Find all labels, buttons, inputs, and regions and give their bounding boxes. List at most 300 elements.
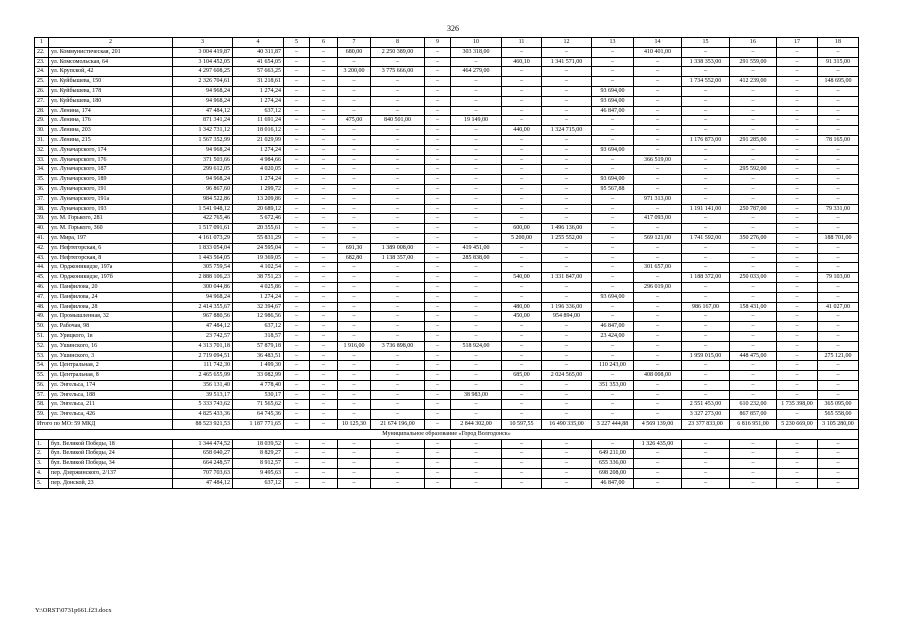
table-cell: –: [730, 116, 777, 126]
table-cell: –: [777, 77, 818, 87]
table-cell: –: [425, 253, 451, 263]
table-row: [35, 165, 859, 175]
table-cell: –: [592, 116, 634, 126]
table-cell: 1 735 398,00: [777, 400, 818, 410]
table-cell: 9: [425, 38, 451, 48]
table-cell: –: [371, 331, 425, 341]
table-cell: 4.: [35, 469, 49, 479]
table-cell: –: [425, 371, 451, 381]
table-cell: –: [542, 175, 592, 185]
table-cell: –: [425, 175, 451, 185]
table-row: [35, 351, 859, 361]
table-cell: 46 847,00: [592, 106, 634, 116]
table-cell: 18 039,52: [233, 439, 284, 449]
table-cell: 12: [542, 38, 592, 48]
table-cell: –: [310, 233, 338, 243]
table-cell: –: [425, 449, 451, 459]
table-cell: –: [634, 302, 682, 312]
table-cell: –: [451, 145, 502, 155]
table-cell: 18: [818, 38, 859, 48]
table-cell: –: [502, 263, 542, 273]
table-cell: 38 751,23: [233, 273, 284, 283]
table-cell: –: [502, 449, 542, 459]
table-cell: –: [542, 361, 592, 371]
table-cell: 2.: [35, 449, 49, 459]
table-cell: –: [818, 126, 859, 136]
table-cell: –: [425, 214, 451, 224]
table-cell: 540,00: [502, 273, 542, 283]
table-cell: –: [777, 380, 818, 390]
table-cell: –: [310, 204, 338, 214]
table-cell: –: [777, 116, 818, 126]
table-row: [35, 126, 859, 136]
table-cell: 518 924,00: [451, 341, 502, 351]
table-cell: –: [682, 371, 730, 381]
table-cell: –: [777, 351, 818, 361]
table-cell: –: [682, 459, 730, 469]
table-cell: 1 188 372,00: [682, 273, 730, 283]
table-cell: –: [284, 439, 310, 449]
table-cell: –: [542, 135, 592, 145]
table-cell: 57 879,18: [233, 341, 284, 351]
table-cell: –: [818, 175, 859, 185]
table-cell: –: [682, 214, 730, 224]
table-cell: –: [284, 145, 310, 155]
table-cell: –: [502, 361, 542, 371]
table-cell: –: [634, 135, 682, 145]
table-cell: –: [502, 67, 542, 77]
table-cell: 4 984,66: [233, 155, 284, 165]
table-cell: –: [730, 224, 777, 234]
table-cell: –: [371, 77, 425, 87]
table-cell: –: [284, 341, 310, 351]
table-cell: –: [371, 175, 425, 185]
table-cell: 1 299,72: [233, 184, 284, 194]
table-cell: –: [542, 106, 592, 116]
table-cell: –: [502, 322, 542, 332]
header-row: [35, 38, 859, 48]
table-cell: ул. Энгельса, 211: [49, 400, 173, 410]
table-cell: 2 024 565,00: [542, 371, 592, 381]
table-cell: 448 475,00: [730, 351, 777, 361]
table-cell: –: [502, 243, 542, 253]
table-cell: –: [592, 204, 634, 214]
table-cell: 10 125,30: [338, 420, 371, 430]
table-cell: –: [777, 469, 818, 479]
table-cell: ул. Куйбышева, 180: [49, 96, 173, 106]
table-cell: 23 424,00: [592, 331, 634, 341]
table-cell: –: [338, 292, 371, 302]
table-row: [35, 233, 859, 243]
table-cell: –: [425, 224, 451, 234]
table-cell: 93 694,00: [592, 145, 634, 155]
table-cell: –: [634, 292, 682, 302]
table-cell: –: [542, 390, 592, 400]
table-cell: –: [592, 57, 634, 67]
table-cell: –: [371, 194, 425, 204]
table-cell: 967 880,56: [173, 312, 233, 322]
table-cell: –: [338, 263, 371, 273]
table-cell: –: [634, 380, 682, 390]
table-cell: –: [338, 224, 371, 234]
table-cell: –: [371, 390, 425, 400]
table-cell: –: [425, 184, 451, 194]
table-cell: 5 333 743,62: [173, 400, 233, 410]
table-cell: –: [502, 410, 542, 420]
table-cell: 3 227 444,88: [592, 420, 634, 430]
table-cell: –: [502, 116, 542, 126]
table-cell: –: [451, 322, 502, 332]
table-cell: –: [284, 459, 310, 469]
table-cell: –: [682, 96, 730, 106]
table-cell: –: [777, 126, 818, 136]
table-cell: 4 778,40: [233, 380, 284, 390]
table-cell: –: [542, 263, 592, 273]
table-cell: пер. Дзержинского, 2/137: [49, 469, 173, 479]
table-cell: –: [542, 331, 592, 341]
table-cell: –: [730, 322, 777, 332]
table-cell: 610 232,00: [730, 400, 777, 410]
table-row: [35, 57, 859, 67]
table-cell: –: [542, 77, 592, 87]
table-cell: 95 567,88: [592, 184, 634, 194]
table-cell: –: [451, 312, 502, 322]
table-cell: –: [634, 86, 682, 96]
table-cell: 64 745,36: [233, 410, 284, 420]
table-cell: –: [425, 400, 451, 410]
table-cell: ул. Коммунистическая, 201: [49, 47, 173, 57]
table-cell: 15: [682, 38, 730, 48]
table-row: [35, 439, 859, 449]
table-cell: 984 522,86: [173, 194, 233, 204]
table-cell: 94 968,24: [173, 292, 233, 302]
table-cell: –: [818, 459, 859, 469]
table-cell: –: [284, 243, 310, 253]
table-cell: 867 857,00: [730, 410, 777, 420]
table-cell: –: [818, 106, 859, 116]
table-cell: –: [682, 67, 730, 77]
table-cell: –: [634, 243, 682, 253]
table-cell: –: [730, 214, 777, 224]
table-cell: 47.: [35, 292, 49, 302]
table-cell: 1 499,30: [233, 361, 284, 371]
table-cell: –: [371, 224, 425, 234]
table-cell: 55 831,29: [233, 233, 284, 243]
table-cell: 18 016,12: [233, 126, 284, 136]
table-cell: –: [682, 145, 730, 155]
table-row: [35, 204, 859, 214]
table-cell: ул. Луначарского, 176: [49, 155, 173, 165]
table-cell: –: [777, 57, 818, 67]
table-row: [35, 341, 859, 351]
table-cell: 111 742,30: [173, 361, 233, 371]
table-cell: –: [634, 224, 682, 234]
table-cell: –: [542, 214, 592, 224]
table-row: [35, 322, 859, 332]
table-row: [35, 253, 859, 263]
table-cell: –: [592, 410, 634, 420]
table-cell: –: [425, 420, 451, 430]
table-cell: –: [338, 410, 371, 420]
table-cell: –: [682, 243, 730, 253]
table-row: [35, 459, 859, 469]
table-cell: –: [592, 351, 634, 361]
table-cell: –: [425, 459, 451, 469]
table-cell: 58.: [35, 400, 49, 410]
table-cell: 45.: [35, 273, 49, 283]
table-cell: –: [425, 57, 451, 67]
table-cell: –: [777, 214, 818, 224]
table-cell: 2: [49, 38, 173, 48]
table-cell: –: [338, 282, 371, 292]
table-row: [35, 449, 859, 459]
table-cell: –: [502, 106, 542, 116]
table-cell: 33.: [35, 155, 49, 165]
table-cell: 1 274,24: [233, 86, 284, 96]
table-cell: 36.: [35, 184, 49, 194]
table-cell: –: [592, 400, 634, 410]
table-cell: 25.: [35, 77, 49, 87]
table-cell: 1 326 435,00: [634, 439, 682, 449]
table-cell: 4 825 433,36: [173, 410, 233, 420]
table-cell: 3 004 419,87: [173, 47, 233, 57]
table-cell: –: [338, 439, 371, 449]
table-cell: 4: [233, 38, 284, 48]
table-cell: –: [371, 371, 425, 381]
table-cell: –: [371, 449, 425, 459]
table-cell: –: [777, 341, 818, 351]
table-cell: –: [284, 204, 310, 214]
table-cell: –: [310, 380, 338, 390]
table-cell: 1 138 357,00: [371, 253, 425, 263]
table-cell: –: [425, 47, 451, 57]
table-cell: 4 297 608,25: [173, 67, 233, 77]
table-cell: –: [777, 478, 818, 488]
table-cell: 37.: [35, 194, 49, 204]
table-cell: –: [371, 361, 425, 371]
table-cell: –: [682, 292, 730, 302]
table-cell: –: [371, 145, 425, 155]
table-cell: –: [542, 380, 592, 390]
table-cell: –: [284, 86, 310, 96]
table-cell: –: [730, 175, 777, 185]
table-cell: –: [451, 77, 502, 87]
table-cell: ул. Луначарского, 187: [49, 165, 173, 175]
table-cell: –: [682, 331, 730, 341]
table-cell: пер. Донской, 23: [49, 478, 173, 488]
table-cell: 33 082,99: [233, 371, 284, 381]
table-cell: 296 019,00: [634, 282, 682, 292]
table-row: [35, 116, 859, 126]
table-cell: 96 867,60: [173, 184, 233, 194]
table-cell: 39.: [35, 214, 49, 224]
table-cell: –: [451, 214, 502, 224]
table-cell: –: [338, 165, 371, 175]
table-cell: 680,00: [338, 47, 371, 57]
table-cell: –: [310, 106, 338, 116]
table-cell: –: [451, 194, 502, 204]
table-cell: –: [310, 410, 338, 420]
table-cell: –: [592, 135, 634, 145]
table-cell: –: [777, 312, 818, 322]
table-cell: –: [338, 322, 371, 332]
table-cell: 5: [284, 38, 310, 48]
table-cell: 38 983,00: [451, 390, 502, 400]
table-cell: –: [338, 380, 371, 390]
table-cell: –: [502, 351, 542, 361]
table-cell: –: [310, 135, 338, 145]
total-row: [35, 420, 859, 430]
table-cell: –: [592, 390, 634, 400]
table-cell: –: [818, 184, 859, 194]
table-cell: 91 315,00: [818, 57, 859, 67]
table-cell: –: [371, 312, 425, 322]
table-cell: 110 243,00: [592, 361, 634, 371]
table-cell: –: [310, 263, 338, 273]
table-cell: –: [310, 371, 338, 381]
table-cell: 3 105 280,00: [818, 420, 859, 430]
table-cell: –: [425, 331, 451, 341]
table-cell: –: [310, 361, 338, 371]
table-cell: –: [634, 449, 682, 459]
table-cell: 57.: [35, 390, 49, 400]
table-cell: –: [502, 478, 542, 488]
table-cell: бул. Великой Победы, 24: [49, 449, 173, 459]
table-cell: –: [425, 155, 451, 165]
table-cell: –: [592, 126, 634, 136]
table-cell: 600,00: [502, 224, 542, 234]
table-cell: –: [371, 469, 425, 479]
table-cell: –: [371, 322, 425, 332]
table-cell: –: [682, 478, 730, 488]
table-cell: –: [730, 469, 777, 479]
table-cell: –: [451, 165, 502, 175]
table-cell: 682,80: [338, 253, 371, 263]
table-cell: –: [310, 341, 338, 351]
table-cell: –: [542, 155, 592, 165]
table-cell: –: [682, 106, 730, 116]
section-row: [35, 429, 859, 439]
table-cell: 250 787,00: [730, 204, 777, 214]
table-cell: –: [284, 273, 310, 283]
table-cell: –: [338, 449, 371, 459]
table-cell: –: [338, 351, 371, 361]
table-cell: –: [730, 341, 777, 351]
table-cell: –: [451, 400, 502, 410]
table-cell: –: [284, 371, 310, 381]
table-cell: 1 338 353,00: [682, 57, 730, 67]
table-cell: –: [777, 253, 818, 263]
table-cell: 303 318,00: [451, 47, 502, 57]
table-cell: –: [818, 312, 859, 322]
table-cell: –: [818, 263, 859, 273]
table-cell: ул. Панфилова, 24: [49, 292, 173, 302]
table-cell: –: [542, 351, 592, 361]
table-cell: –: [284, 400, 310, 410]
table-cell: –: [425, 116, 451, 126]
table-cell: –: [371, 478, 425, 488]
table-cell: –: [371, 57, 425, 67]
table-cell: 71 565,62: [233, 400, 284, 410]
table-cell: –: [425, 478, 451, 488]
table-cell: 46 847,00: [592, 478, 634, 488]
table-cell: –: [634, 478, 682, 488]
table-cell: 300 044,86: [173, 282, 233, 292]
table-cell: –: [682, 469, 730, 479]
table-cell: –: [425, 341, 451, 351]
table-cell: 20 355,61: [233, 224, 284, 234]
table-cell: ул. М. Горького, 360: [49, 224, 173, 234]
table-cell: 3 775 666,00: [371, 67, 425, 77]
table-cell: 32.: [35, 145, 49, 155]
table-cell: –: [338, 371, 371, 381]
table-cell: 13 209,86: [233, 194, 284, 204]
table-cell: 40 311,87: [233, 47, 284, 57]
table-cell: –: [777, 233, 818, 243]
table-cell: –: [451, 106, 502, 116]
table-cell: –: [310, 351, 338, 361]
table-cell: –: [682, 253, 730, 263]
table-cell: 43.: [35, 253, 49, 263]
table-cell: –: [310, 282, 338, 292]
page-number: 326: [447, 24, 459, 33]
table-cell: 305 759,54: [173, 263, 233, 273]
table-cell: –: [425, 77, 451, 87]
table-cell: –: [284, 184, 310, 194]
table-cell: –: [310, 312, 338, 322]
table-cell: –: [451, 351, 502, 361]
table-cell: 285 838,00: [451, 253, 502, 263]
table-cell: 4 161 073,29: [173, 233, 233, 243]
table-cell: –: [310, 155, 338, 165]
table-cell: –: [310, 420, 338, 430]
table-cell: –: [818, 67, 859, 77]
table-cell: –: [310, 253, 338, 263]
table-cell: 3 327 273,00: [682, 410, 730, 420]
table-row: [35, 371, 859, 381]
table-cell: –: [425, 204, 451, 214]
table-row: [35, 380, 859, 390]
table-cell: –: [451, 86, 502, 96]
table-cell: –: [777, 459, 818, 469]
table-cell: 637,12: [233, 106, 284, 116]
table-row: [35, 469, 859, 479]
table-cell: –: [818, 165, 859, 175]
table-cell: ул. Ленина, 215: [49, 135, 173, 145]
table-row: [35, 282, 859, 292]
table-cell: –: [284, 135, 310, 145]
table-cell: –: [542, 253, 592, 263]
table-cell: –: [542, 400, 592, 410]
table-cell: 47 484,12: [173, 106, 233, 116]
table-cell: 17: [777, 38, 818, 48]
table-cell: 450,00: [502, 312, 542, 322]
table-cell: 9 495,63: [233, 469, 284, 479]
table-cell: –: [371, 380, 425, 390]
table-cell: –: [682, 116, 730, 126]
table-cell: –: [682, 155, 730, 165]
table-cell: –: [310, 400, 338, 410]
table-cell: –: [634, 341, 682, 351]
table-cell: –: [542, 341, 592, 351]
table-cell: –: [634, 273, 682, 283]
table-cell: –: [451, 449, 502, 459]
table-cell: 2 888 106,23: [173, 273, 233, 283]
table-cell: –: [425, 302, 451, 312]
table-cell: 41 027,00: [818, 302, 859, 312]
table-cell: 2 250 389,00: [371, 47, 425, 57]
table-cell: –: [592, 243, 634, 253]
